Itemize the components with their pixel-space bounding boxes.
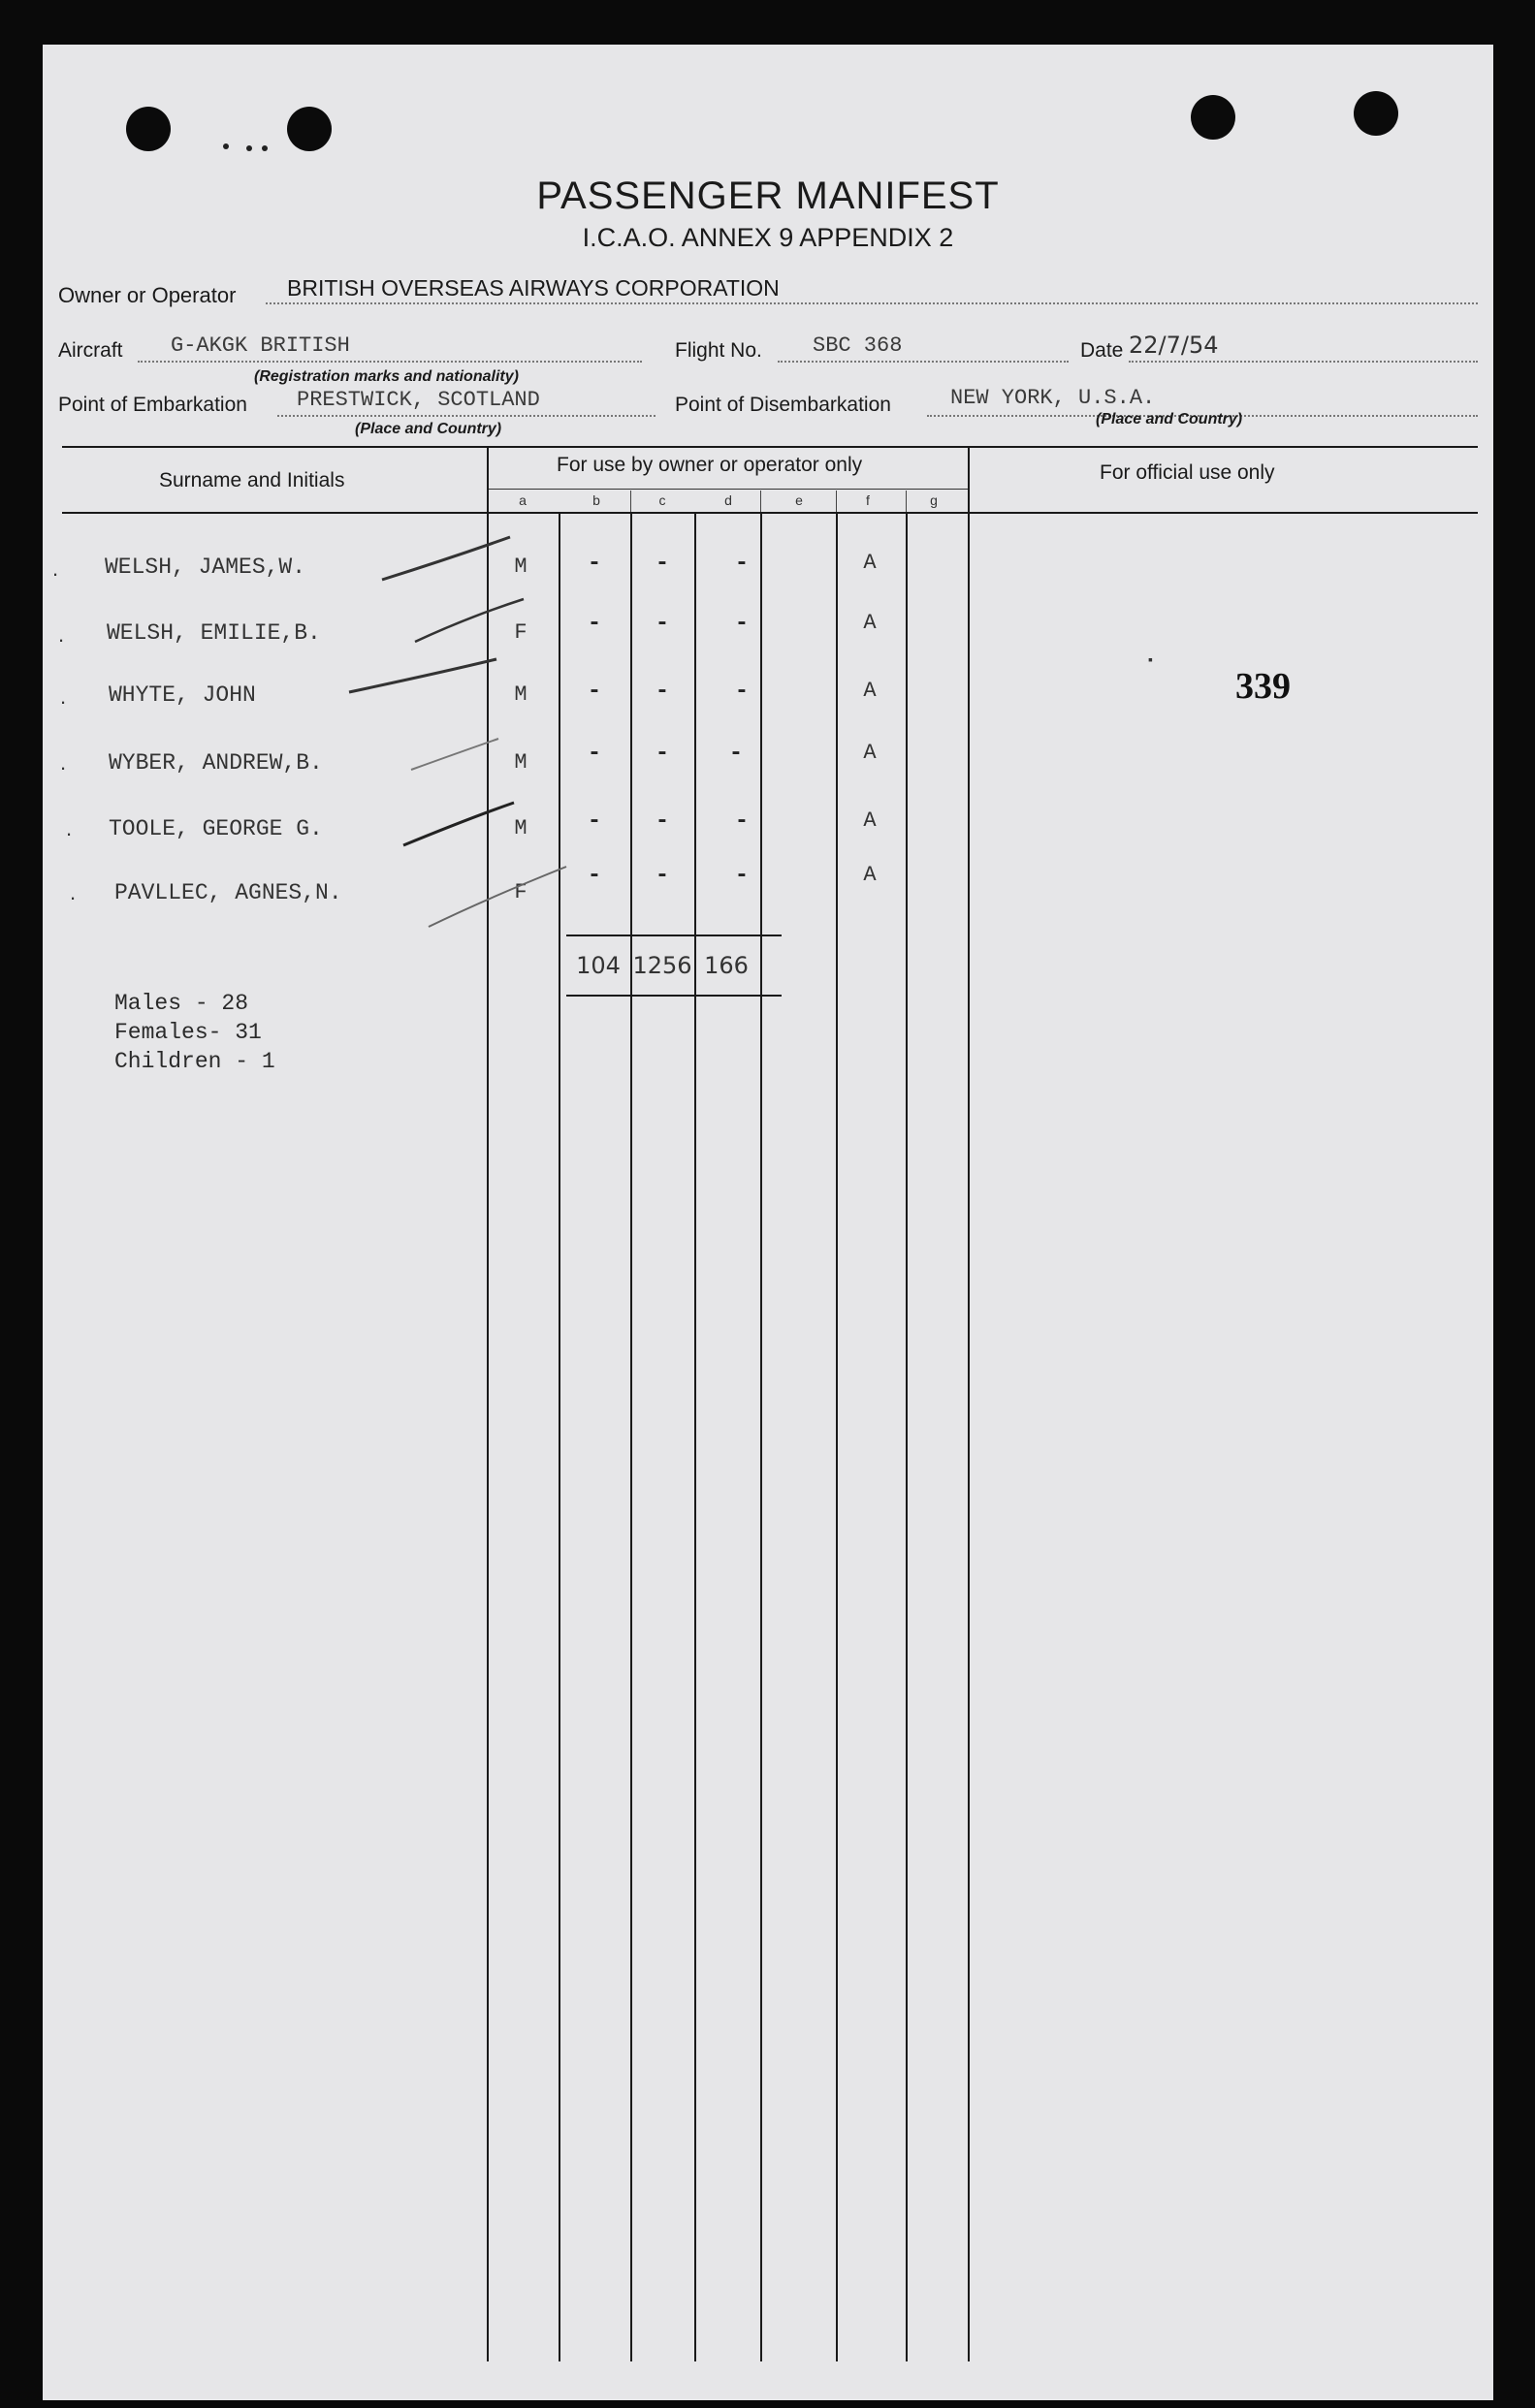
passenger-sex: M [514,816,528,840]
passenger-name: PAVLLEC, AGNES,N. [114,880,342,905]
disembarkation-value: NEW YORK, U.S.A. [950,386,1156,410]
subcol-g: g [930,492,938,508]
official-stamp-number: 339 [1235,666,1291,707]
owner-value: BRITISH OVERSEAS AIRWAYS CORPORATION [287,275,780,301]
row-bullet: . [66,816,73,840]
passenger-col-d: - [734,863,750,889]
date-value: 22/7/54 [1129,332,1219,359]
subcol-f: f [866,492,870,508]
passenger-col-f: A [863,611,877,635]
pencil-ticks [43,45,1493,1014]
manifest-sheet [43,45,1493,2400]
summary-males: Males - 28 [114,991,249,1016]
passenger-sex: F [514,880,528,904]
passenger-col-b: - [587,551,602,577]
row-bullet: . [58,622,65,647]
owner-label: Owner or Operator [58,283,237,307]
passenger-sex: F [514,620,528,645]
tick-stroke [415,599,524,642]
passenger-col-f: A [863,551,877,575]
passenger-col-f: A [863,679,877,703]
passenger-col-d: - [734,808,750,835]
col-header-name: Surname and Initials [159,469,345,491]
col-header-official: For official use only [1100,461,1275,484]
subcol-c: c [658,492,666,508]
aircraft-value: G-AKGK BRITISH [171,333,350,358]
passenger-name: WYBER, ANDREW,B. [109,750,323,776]
flight-label: Flight No. [675,339,762,362]
total-col-d: 166 [704,952,749,979]
passenger-col-c: - [655,863,670,889]
passenger-col-c: - [655,679,670,705]
passenger-name: WELSH, EMILIE,B. [107,620,321,646]
passenger-sex: M [514,750,528,775]
passenger-col-c: - [655,808,670,835]
passenger-col-c: - [655,551,670,577]
total-col-c: 1256 [632,952,692,979]
passenger-col-f: A [863,863,877,887]
passenger-name: TOOLE, GEORGE G. [109,816,323,841]
stamp-prefix-mark: ▪ [1148,651,1153,667]
total-col-b: 104 [576,952,621,979]
row-bullet: . [52,556,59,581]
col-header-owner: For use by owner or operator only [557,454,863,476]
passenger-col-d: - [734,551,750,577]
disembarkation-note: (Place and Country) [1096,411,1243,428]
embarkation-value: PRESTWICK, SCOTLAND [297,388,540,412]
passenger-col-f: A [863,741,877,765]
passenger-col-c: - [655,611,670,637]
subcol-d: d [724,492,732,508]
aircraft-note: (Registration marks and nationality) [254,368,519,385]
tick-stroke [349,659,496,692]
tick-stroke [411,739,498,770]
aircraft-label: Aircraft [58,339,123,362]
row-bullet: . [70,880,77,904]
summary-females: Females- 31 [114,1020,262,1045]
passenger-col-b: - [587,741,602,767]
passenger-col-d: - [728,741,744,767]
passenger-sex: M [514,682,528,707]
passenger-col-b: - [587,679,602,705]
page-title: PASSENGER MANIFEST [536,174,1000,217]
embarkation-label: Point of Embarkation [58,394,247,416]
flight-value: SBC 368 [813,333,903,358]
tick-stroke [403,803,514,845]
date-label: Date [1080,339,1124,362]
subcol-e: e [795,492,803,508]
totals-bottom-rule [566,995,782,997]
row-bullet: . [60,750,67,775]
totals-top-rule [566,935,782,936]
passenger-col-d: - [734,611,750,637]
page-subtitle: I.C.A.O. ANNEX 9 APPENDIX 2 [582,223,954,252]
passenger-name: WHYTE, JOHN [109,682,256,708]
subcol-b: b [592,492,600,508]
passenger-col-f: A [863,808,877,833]
passenger-col-b: - [587,808,602,835]
disembarkation-label: Point of Disembarkation [675,394,891,416]
passenger-name: WELSH, JAMES,W. [105,554,306,580]
row-bullet: . [60,684,67,709]
subcol-a: a [519,492,527,508]
passenger-sex: M [514,554,528,579]
passenger-col-d: - [734,679,750,705]
passenger-col-b: - [587,863,602,889]
embarkation-note: (Place and Country) [355,421,502,437]
tick-stroke [429,867,566,927]
summary-children: Children - 1 [114,1049,275,1074]
tick-stroke [382,537,510,580]
passenger-col-b: - [587,611,602,637]
passenger-col-c: - [655,741,670,767]
